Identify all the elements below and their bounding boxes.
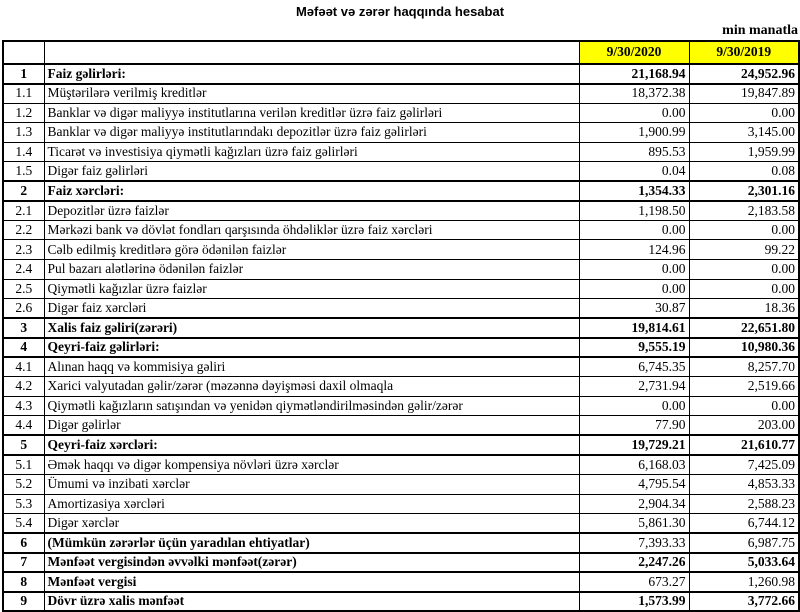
row-label: Xarici valyutadan gəlir/zərər (məzənnə dəyişməsi daxil olmaqla [44, 377, 579, 397]
row-value-2020: 2,731.94 [579, 377, 689, 397]
table-row [3, 279, 799, 299]
table-row [3, 201, 799, 221]
header-row [3, 41, 799, 64]
table-row [3, 64, 799, 84]
row-value-2020: 895.53 [579, 142, 689, 162]
row-number: 1.5 [3, 162, 44, 182]
row-value-2019: 0.00 [689, 396, 799, 416]
row-value-2019: 22,651.80 [689, 318, 799, 338]
table-row [3, 259, 799, 279]
table-row [3, 162, 799, 182]
row-value-2020: 2,904.34 [579, 494, 689, 514]
row-value-2019: 3,145.00 [689, 123, 799, 143]
table-row [3, 514, 799, 534]
row-number: 4 [3, 338, 44, 358]
row-value-2020: 0.00 [579, 279, 689, 299]
row-value-2020: 0.00 [579, 220, 689, 240]
row-label: Mənfəət vergisi [44, 572, 579, 592]
table-row [3, 377, 799, 397]
row-label: Banklar və digər maliyyə institutlarındakı depozitlər üzrə faiz gəlirləri [44, 123, 579, 143]
row-value-2020: 9,555.19 [579, 338, 689, 358]
row-number: 2.2 [3, 220, 44, 240]
row-number: 3 [3, 318, 44, 338]
row-value-2019: 0.00 [689, 279, 799, 299]
row-label: (Mümkün zərərlər üçün yaradılan ehtiyatlar) [44, 533, 579, 553]
table-row [3, 181, 799, 201]
row-number: 2.3 [3, 240, 44, 260]
row-value-2019: 6,987.75 [689, 533, 799, 553]
table-row [3, 474, 799, 494]
header-cell-number [3, 41, 44, 64]
table-row [3, 142, 799, 162]
table-row [3, 396, 799, 416]
page-title: Məfəət və zərər haqqında hesabat [295, 4, 505, 19]
row-value-2019: 6,744.12 [689, 514, 799, 534]
row-value-2019: 5,033.64 [689, 553, 799, 573]
row-label: Alınan haqq və kommisiya gəliri [44, 357, 579, 377]
row-value-2019: 3,772.66 [689, 592, 799, 612]
row-value-2020: 1,198.50 [579, 201, 689, 221]
row-value-2019: 7,425.09 [689, 455, 799, 475]
table-row [3, 299, 799, 319]
row-number: 4.4 [3, 416, 44, 436]
table-row [3, 572, 799, 592]
row-value-2019: 2,301.16 [689, 181, 799, 201]
row-value-2020: 77.90 [579, 416, 689, 436]
row-number: 1.3 [3, 123, 44, 143]
row-value-2020: 19,814.61 [579, 318, 689, 338]
row-number: 2.6 [3, 299, 44, 319]
row-value-2020: 21,168.94 [579, 64, 689, 84]
row-number: 4.2 [3, 377, 44, 397]
row-number: 2.5 [3, 279, 44, 299]
table-row [3, 455, 799, 475]
row-label: Müştərilərə verilmiş kreditlər [44, 84, 579, 104]
row-number: 1.1 [3, 84, 44, 104]
row-label: Ticarət və investisiya qiymətli kağızları üzrə faiz gəlirləri [44, 142, 579, 162]
table-row [3, 416, 799, 436]
table-row [3, 435, 799, 455]
table-row [3, 533, 799, 553]
row-value-2020: 1,573.99 [579, 592, 689, 612]
row-value-2020: 0.00 [579, 396, 689, 416]
row-label: Əmək haqqı və digər kompensiya növləri üzrə xərclər [44, 455, 579, 475]
row-label: Mərkəzi bank və dövlət fondları qarşısında öhdəliklər üzrə faiz xərcləri [44, 220, 579, 240]
row-number: 5.4 [3, 514, 44, 534]
row-label: Mənfəət vergisindən əvvəlki mənfəət(zərər) [44, 553, 579, 573]
row-number: 2 [3, 181, 44, 201]
row-value-2020: 1,900.99 [579, 123, 689, 143]
row-number: 2.1 [3, 201, 44, 221]
row-number: 9 [3, 592, 44, 612]
row-number: 2.4 [3, 259, 44, 279]
row-value-2020: 18,372.38 [579, 84, 689, 104]
row-label: Pul bazarı alətlərinə ödənilən faizlər [44, 259, 579, 279]
table-row [3, 240, 799, 260]
row-number: 8 [3, 572, 44, 592]
row-label: Qeyri-faiz xərcləri: [44, 435, 579, 455]
row-label: Digər xərclər [44, 514, 579, 534]
row-value-2019: 10,980.36 [689, 338, 799, 358]
row-value-2020: 6,745.35 [579, 357, 689, 377]
row-label: Dövr üzrə xalis mənfəət [44, 592, 579, 612]
row-label: Faiz gəlirləri: [44, 64, 579, 84]
table-row [3, 84, 799, 104]
row-label: Digər faiz gəlirləri [44, 162, 579, 182]
row-value-2019: 99.22 [689, 240, 799, 260]
row-value-2020: 30.87 [579, 299, 689, 319]
header-cell-2020: 9/30/2020 [579, 41, 689, 64]
row-value-2019: 21,610.77 [689, 435, 799, 455]
row-value-2019: 4,853.33 [689, 474, 799, 494]
row-value-2019: 24,952.96 [689, 64, 799, 84]
row-value-2020: 124.96 [579, 240, 689, 260]
row-label: Amortizasiya xərcləri [44, 494, 579, 514]
row-number: 7 [3, 553, 44, 573]
table-row [3, 103, 799, 123]
table-row [3, 592, 799, 612]
row-label: Depozitlər üzrə faizlər [44, 201, 579, 221]
row-value-2020: 1,354.33 [579, 181, 689, 201]
table-row [3, 553, 799, 573]
table-row [3, 357, 799, 377]
row-value-2020: 0.04 [579, 162, 689, 182]
row-value-2019: 1,260.98 [689, 572, 799, 592]
row-number: 4.1 [3, 357, 44, 377]
row-label: Qiymətli kağızların satışından və yenidən qiymətləndirilməsindən gəlir/zərər [44, 396, 579, 416]
row-label: Qiymətli kağızlar üzrə faizlər [44, 279, 579, 299]
row-value-2019: 18.36 [689, 299, 799, 319]
row-value-2019: 8,257.70 [689, 357, 799, 377]
table-row [3, 494, 799, 514]
unit-note: min manatla [722, 23, 798, 38]
row-value-2019: 0.00 [689, 220, 799, 240]
row-number: 1 [3, 64, 44, 84]
row-label: Banklar və digər maliyyə institutlarına verilən kreditlər üzrə faiz gəlirləri [44, 103, 579, 123]
row-label: Cəlb edilmiş kreditlərə görə ödənilən faizlər [44, 240, 579, 260]
profit-loss-table [2, 40, 800, 612]
row-number: 5 [3, 435, 44, 455]
table-row [3, 220, 799, 240]
row-value-2020: 7,393.33 [579, 533, 689, 553]
row-value-2020: 0.00 [579, 103, 689, 123]
row-value-2019: 0.00 [689, 259, 799, 279]
table-row [3, 318, 799, 338]
row-number: 5.2 [3, 474, 44, 494]
table-row [3, 123, 799, 143]
row-value-2020: 673.27 [579, 572, 689, 592]
row-value-2019: 1,959.99 [689, 142, 799, 162]
row-value-2020: 5,861.30 [579, 514, 689, 534]
row-number: 1.4 [3, 142, 44, 162]
row-label: Qeyri-faiz gəlirləri: [44, 338, 579, 358]
row-value-2019: 2,183.58 [689, 201, 799, 221]
row-label: Faiz xərcləri: [44, 181, 579, 201]
row-value-2020: 2,247.26 [579, 553, 689, 573]
row-label: Digər gəlirlər [44, 416, 579, 436]
row-label: Xalis faiz gəliri(zərəri) [44, 318, 579, 338]
row-value-2020: 0.00 [579, 259, 689, 279]
row-number: 5.3 [3, 494, 44, 514]
table-row [3, 338, 799, 358]
row-value-2019: 0.08 [689, 162, 799, 182]
row-number: 1.2 [3, 103, 44, 123]
row-value-2019: 2,519.66 [689, 377, 799, 397]
row-label: Ümumi və inzibati xərclər [44, 474, 579, 494]
row-label: Digər faiz xərcləri [44, 299, 579, 319]
row-value-2020: 19,729.21 [579, 435, 689, 455]
row-value-2019: 2,588.23 [689, 494, 799, 514]
row-value-2019: 19,847.89 [689, 84, 799, 104]
row-number: 5.1 [3, 455, 44, 475]
row-value-2019: 0.00 [689, 103, 799, 123]
header-cell-2019: 9/30/2019 [689, 41, 799, 64]
row-value-2019: 203.00 [689, 416, 799, 436]
row-value-2020: 6,168.03 [579, 455, 689, 475]
row-value-2020: 4,795.54 [579, 474, 689, 494]
row-number: 4.3 [3, 396, 44, 416]
header-cell-description [44, 41, 579, 64]
row-number: 6 [3, 533, 44, 553]
